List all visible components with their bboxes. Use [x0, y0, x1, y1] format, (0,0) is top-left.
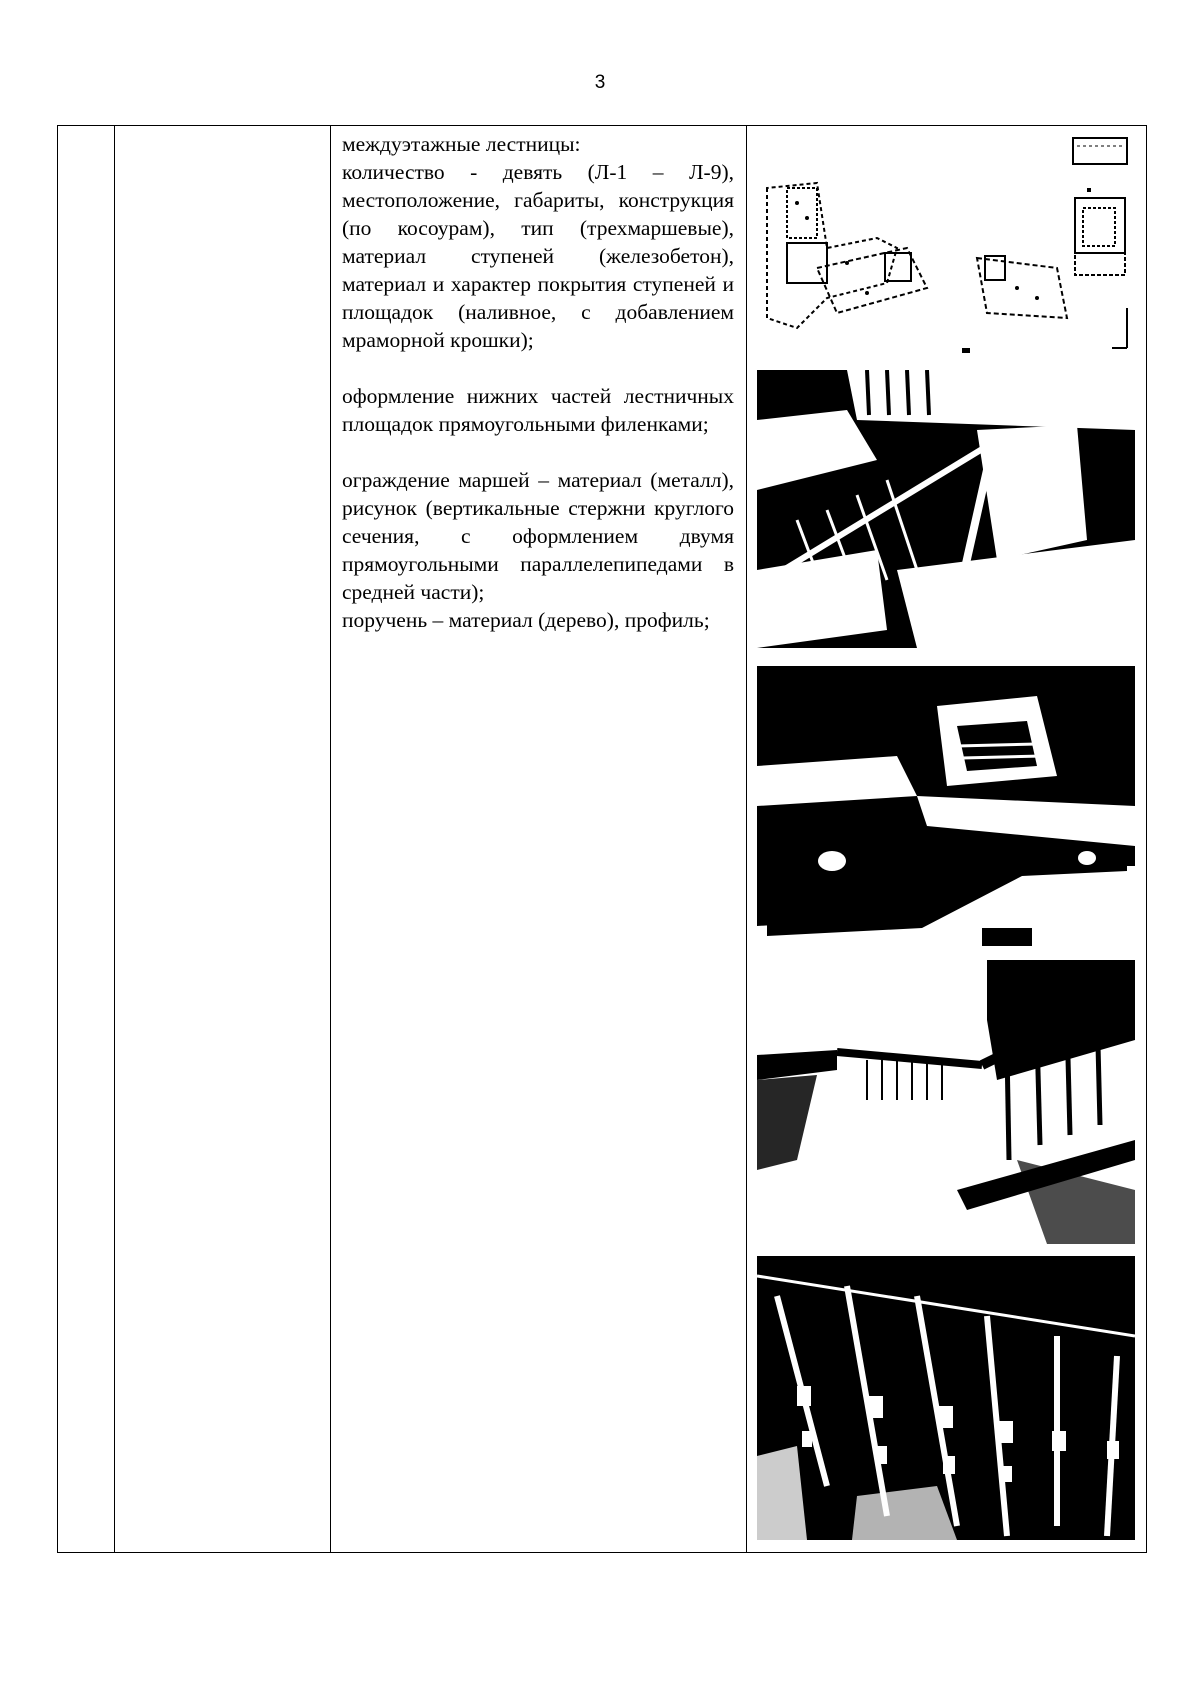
- column-divider-2: [330, 125, 331, 1553]
- paragraph-handrail: поручень – материал (дерево), профиль;: [342, 608, 710, 632]
- page-number: 3: [594, 72, 606, 93]
- paragraph-landing-panels: оформление нижних частей лестничных площадок прямоугольными филенками;: [342, 384, 734, 436]
- column-divider-3: [746, 125, 747, 1553]
- description-cell: [342, 130, 734, 634]
- balusters-photo: [757, 1256, 1135, 1540]
- floor-plan-image: [757, 128, 1135, 358]
- paragraph-staircases-details: количество - девять (Л-1 – Л-9), местоположение, габариты, конструкция (по косоурам), тип (трехмаршевые), материал ступеней (железобетон), материал и характер покрытия ступеней и площадок (наливное, с добавлением мраморной крошки);: [342, 160, 734, 352]
- paragraph-railing: ограждение маршей – материал (металл), рисунок (вертикальные стержни круглого сечения, с оформлением двумя прямоугольными параллелепипедами в средней части);: [342, 468, 734, 604]
- paragraph-staircases-heading: междуэтажные лестницы:: [342, 132, 581, 156]
- column-divider-1: [114, 125, 115, 1553]
- stairwell-photo: [757, 666, 1135, 946]
- railing-photo: [757, 960, 1135, 1244]
- staircase-photo: [757, 370, 1135, 648]
